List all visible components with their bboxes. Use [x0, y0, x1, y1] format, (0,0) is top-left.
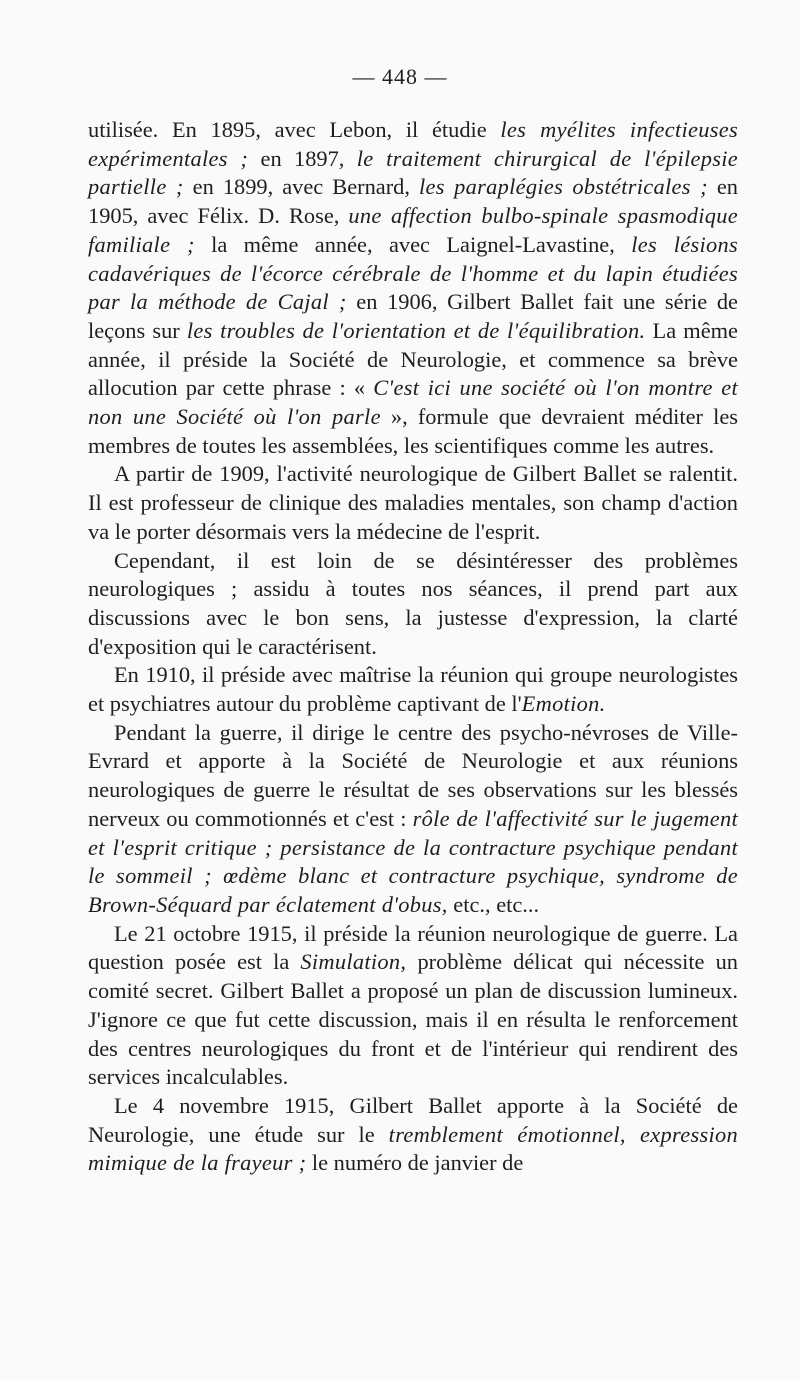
paragraph: [88, 547, 738, 662]
italic-text: Emotion.: [521, 691, 606, 717]
text-run: la même année, avec Laignel-Lavastine,: [194, 231, 632, 257]
text-run: En 1910, il préside avec maîtrise la réunion qui groupe neurologistes et psychiatres autour du problème captivant de l': [88, 662, 738, 717]
text-run: problème délicat qui nécessite un comité secret. Gilbert Ballet a proposé un plan de discussion lumineux. J'ignore ce que fut cette discussion, mais il en résulta le renforcement des centres neurologiques du front et de l'intérieur qui rendirent des services incalculables.: [88, 949, 738, 1090]
paragraph: [88, 661, 738, 718]
text-run: Le 4 novembre 1915, Gilbert Ballet apporte à la Société de Neurologie, une étude sur le: [88, 1092, 738, 1147]
italic-text: les lésions cadavériques de l'écorce cérébrale de l'homme et du lapin étudiées par la méthode de Cajal ;: [88, 231, 738, 315]
text-run: A partir de 1909, l'activité neurologique de Gilbert Ballet se ralentit. Il est professeur de clinique des maladies mentales, son champ d'action va le porter désormais vers la médecine de l'esprit.: [88, 461, 738, 544]
paragraph: [88, 460, 738, 546]
paragraph: [88, 719, 738, 920]
text-run: Cependant, il est loin de se désintéresser des problèmes neurologiques ; assidu à toutes nos séances, il prend part aux discussions avec le bon sens, la justesse d'expression, la clarté d'exposition qui le caractérisent.: [88, 547, 738, 659]
paragraph: [88, 920, 738, 1092]
text-run: Le 21 octobre 1915, il préside la réunion neurologique de guerre. La question posée est la: [88, 920, 738, 975]
italic-text: C'est ici une société où l'on montre et non une Société où l'on parle: [88, 375, 739, 430]
italic-text: tremblement émotionnel, expression mimique de la frayeur ;: [88, 1121, 738, 1176]
text-run: en 1905, avec Félix. D. Rose,: [88, 174, 738, 229]
text-run: en 1899, avec Bernard,: [183, 174, 419, 200]
italic-text: les paraplégies obstétricales ;: [419, 174, 708, 200]
text-run: le numéro de janvier de: [306, 1150, 524, 1176]
page-number: — 448 —: [352, 64, 448, 89]
italic-text: une affection bulbo-spinale spasmodique familiale ;: [88, 203, 738, 257]
paragraph: [88, 116, 738, 460]
text-run: en 1897,: [248, 145, 357, 171]
text-run: etc., etc...: [447, 891, 540, 917]
text-run: Pendant la guerre, il dirige le centre des psycho-névroses de Ville-Evrard et apporte à la Société de Neurologie et aux réunions neurologiques de guerre le résultat de ses observations sur les blessés nerveux ou commotionnés et c'est :: [88, 719, 738, 831]
text-run: », formule que devraient méditer les membres de toutes les assemblées, les scientifiques comme les autres.: [88, 404, 738, 458]
italic-text: Simulation,: [300, 949, 407, 975]
text-run: utilisée. En 1895, avec Lebon, il étudie: [88, 117, 501, 142]
paragraph: [88, 1092, 738, 1178]
body-text: [88, 116, 738, 1178]
italic-text: les myélites infectieuses expérimentales ;: [88, 117, 738, 171]
italic-text: les troubles de l'orientation et de l'équilibration.: [186, 317, 646, 343]
text-run: La même année, il préside la Société de Neurologie, et commence sa brève allocution par cette phrase : «: [88, 317, 738, 401]
text-run: en 1906, Gilbert Ballet fait une série de leçons sur: [88, 289, 738, 343]
italic-text: le traitement chirurgical de l'épilepsie partielle ;: [88, 145, 739, 200]
italic-text: rôle de l'affectivité sur le jugement et l'esprit critique ; persistance de la contracture psychique pendant le sommeil ; œdème blanc et contracture psychique, syndrome de Brown-Séquard par éclatement d'obus,: [88, 805, 738, 917]
